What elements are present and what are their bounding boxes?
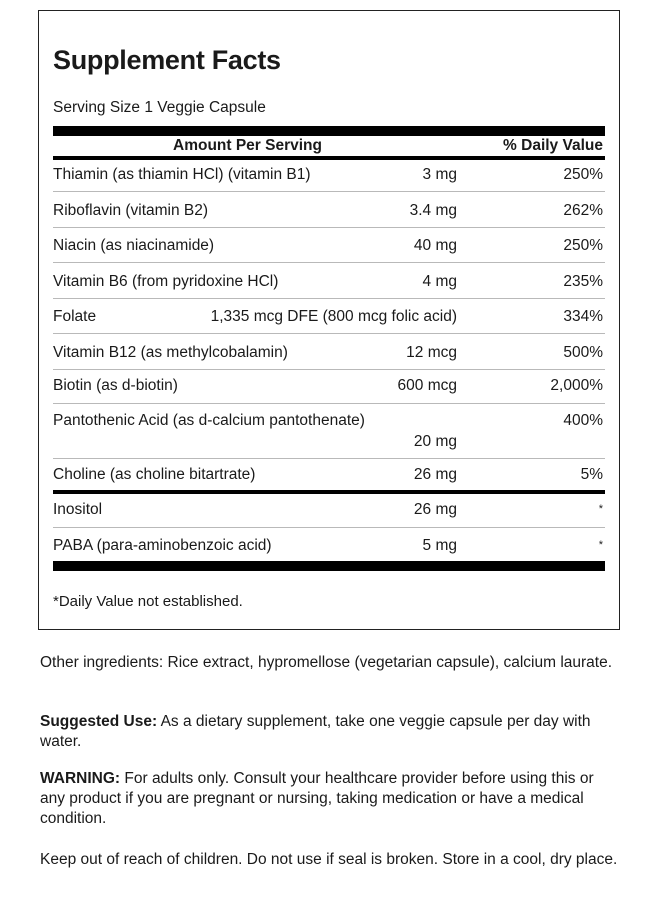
nutrient-daily-value: 250% [563,237,603,254]
nutrient-amount: 40 mg [413,237,457,254]
row-divider [53,527,605,528]
nutrient-name: Folate [53,308,97,325]
row-divider [53,191,605,192]
nutrient-name: Vitamin B6 (from pyridoxine HCl) [53,273,279,290]
warning-text: For adults only. Consult your healthcare provider before using this or any product if you are pregnant or nursing, taking medication or have a medical condition. [40,770,594,827]
serving-size: Serving Size 1 Veggie Capsule [53,99,266,116]
suggested-use-label: Suggested Use: [40,713,158,730]
storage-instructions: Keep out of reach of children. Do not use if seal is broken. Store in a cool, dry place. [40,851,618,868]
nutrient-daily-value: 235% [563,273,603,290]
nutrient-daily-value: 400% [563,412,603,429]
nutrient-daily-value: * [598,503,603,515]
nutrient-amount: 5 mg [422,537,457,554]
row-divider [53,227,605,228]
nutrient-name: Biotin (as d-biotin) [53,377,178,394]
warning-label: WARNING: [40,770,121,787]
nutrient-amount: 1,335 mcg DFE (800 mcg folic acid) [210,308,457,325]
nutrient-daily-value: 262% [563,202,603,219]
nutrient-amount: 3 mg [422,166,457,183]
nutrient-name: PABA (para-aminobenzoic acid) [53,537,272,554]
row-divider [53,298,605,299]
nutrient-amount: 600 mcg [397,377,457,394]
row-divider [53,458,605,459]
row-divider [53,333,605,334]
nutrient-amount: 12 mcg [406,344,457,361]
suggested-use [40,712,620,752]
nutrient-amount: 20 mg [413,433,457,450]
nutrient-daily-value: 250% [563,166,603,183]
warning [40,769,620,829]
nutrient-name: Thiamin (as thiamin HCl) (vitamin B1) [53,166,311,183]
other-ingredients: Other ingredients: Rice extract, hypromellose (vegetarian capsule), calcium laurate. [40,654,613,671]
nutrient-name: Choline (as choline bitartrate) [53,466,256,483]
nutrient-amount: 3.4 mg [409,202,457,219]
nutrient-name: Niacin (as niacinamide) [53,237,215,254]
section-rule [53,490,605,494]
thick-rule-top [53,126,605,136]
header-amount-per-serving: Amount Per Serving [173,137,322,154]
nutrient-daily-value: 334% [563,308,603,325]
nutrient-name: Riboflavin (vitamin B2) [53,202,209,219]
nutrient-daily-value: 2,000% [550,377,603,394]
suggested-use-text: As a dietary supplement, take one veggie capsule per day with water. [40,713,591,750]
nutrient-name: Inositol [53,501,103,518]
row-divider [53,403,605,404]
header-rule [53,156,605,160]
row-divider [53,369,605,370]
nutrient-daily-value: 5% [580,466,603,483]
panel-title: Supplement Facts [53,45,281,75]
row-divider [53,262,605,263]
footnote: *Daily Value not established. [53,593,243,610]
nutrient-name: Pantothenic Acid (as d-calcium pantothenate) [53,412,365,429]
nutrient-daily-value: * [598,539,603,551]
header-daily-value: % Daily Value [503,137,603,154]
nutrient-amount: 26 mg [413,501,457,518]
nutrient-name: Vitamin B12 (as methylcobalamin) [53,344,288,361]
supplement-facts-panel [38,10,620,630]
nutrient-amount: 4 mg [422,273,457,290]
nutrient-daily-value: 500% [563,344,603,361]
thick-rule-bottom [53,561,605,571]
nutrient-amount: 26 mg [413,466,457,483]
